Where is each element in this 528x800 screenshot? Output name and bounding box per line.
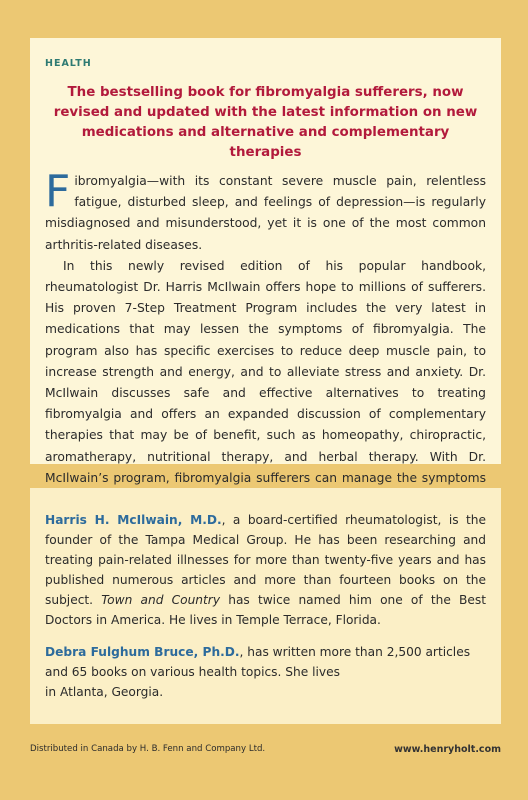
description-paragraph-2: In this newly revised edition of his popular handbook, rheumatologist Dr. Harris McIlwain offers hope to millions of sufferers. His proven 7-Step Treatment Program includes the very latest in medications that may lessen the symptoms of fibromyalgia. The program also has specific exercises to reduce deep muscle pain, to increase strength and energy, and to alleviate stress and anxiety. Dr. McIlwain discusses safe and effective alternatives to treating fibromyalgia and offers an expanded discussion of complementary therapies that may be of benefit, such as homeopathy, chiropractic, aromatherapy, nutritional therapy, and herbal therapy. With Dr. McIlwain’s program, fibromyalgia sufferers can manage the symptoms xyxy=(45,258,486,485)
author-name-1: Harris H. McIlwain, M.D. xyxy=(45,513,222,527)
drop-cap: F xyxy=(45,166,71,217)
category-label: HEALTH xyxy=(45,58,92,69)
magazine-title: Town and Country xyxy=(101,593,221,607)
headline: The bestselling book for fibromyalgia sufferers, now revised and updated with the latest information on new medications and alternative and complementary therapies xyxy=(53,85,478,160)
publisher-url[interactable]: www.henryholt.com xyxy=(394,744,501,755)
distribution-note: Distributed in Canada by H. B. Fenn and Company Ltd. xyxy=(30,744,266,754)
description-panel xyxy=(30,38,501,485)
author-bio-2 xyxy=(45,642,486,702)
author-bio-1 xyxy=(45,510,486,630)
paragraph-1-text: ibromyalgia—with its constant severe muscle pain, relentless fatigue, disturbed sleep, and feelings of depression—is regularly misdiagnosed and misunderstood, yet it is one of the most common arthritis-related diseases. xyxy=(45,174,486,252)
author-bio-2-text: , has written more than 2,500 articles and 65 books on various health topics. She lives xyxy=(45,645,471,679)
description-paragraph-1 xyxy=(45,166,486,256)
author-bios xyxy=(30,488,501,724)
author-bio-1-text-end: has twice named him one of the Best Doctors in America. He lives in Temple Terrace, Florida. xyxy=(45,593,487,627)
author-name-2: Debra Fulghum Bruce, Ph.D. xyxy=(45,645,240,659)
footer xyxy=(30,744,501,755)
author-bio-2-text-end: in Atlanta, Georgia. xyxy=(45,685,164,699)
author-bio-1-text: , a board-certified rheumatologist, is the founder of the Tampa Medical Group. He has been researching and treating pain-related illnesses for more than twenty-five years and has published numerous articles and more than fourteen books on the subject. xyxy=(45,513,486,607)
